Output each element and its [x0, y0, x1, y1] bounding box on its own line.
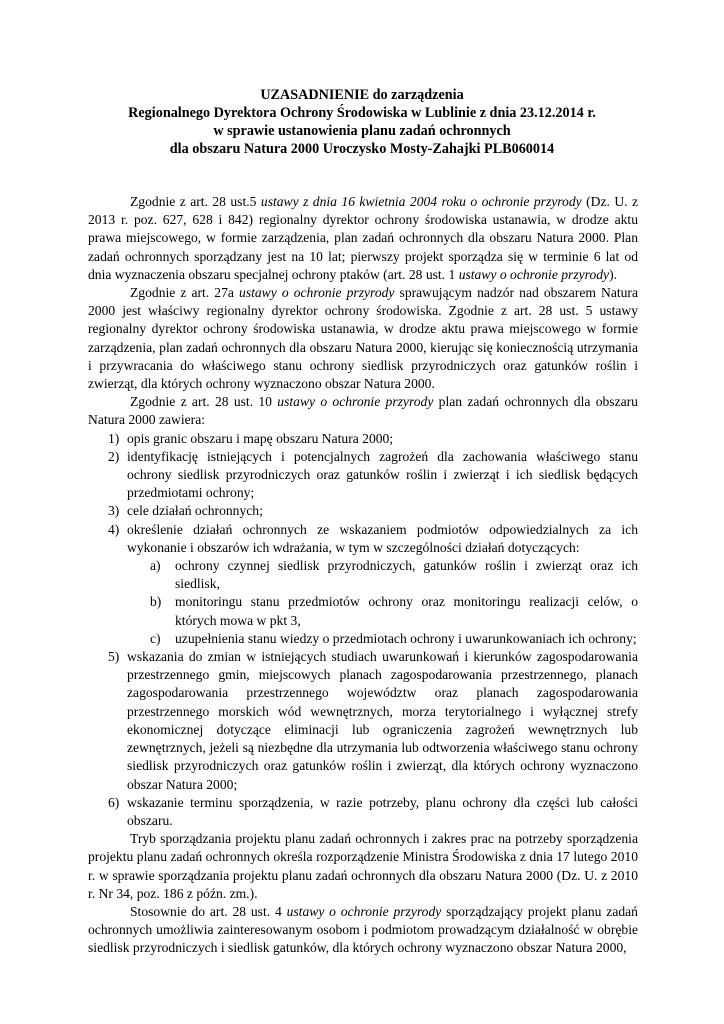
list-item	[88, 794, 638, 830]
sub-list-item	[127, 630, 638, 648]
list-item	[88, 521, 638, 648]
sub-list-item-text: ochrony czynnej siedlisk przyrodniczych, gatunków roślin i zwierząt oraz ich siedlisk,	[175, 558, 638, 592]
list-item	[88, 502, 638, 520]
title-line-3: w sprawie ustanowienia planu zadań ochronnych	[213, 123, 511, 139]
list-item-text: cele działań ochronnych;	[127, 503, 263, 519]
paragraph-5	[88, 903, 638, 958]
list-item-number: 1)	[108, 430, 120, 446]
sub-list-item-text: monitoringu stanu przedmiotów ochrony oraz monitoringu realizacji celów, o których mowa w pkt 3,	[175, 594, 638, 628]
list-item-text: identyfikację istniejących i potencjalnych zagrożeń dla zachowania właściwego stanu ochrony siedlisk przyrodniczych oraz gatunków roślin i zwierząt i ich siedlisk będących przedmiotami ochrony;	[127, 448, 638, 501]
list-item-number: 6)	[108, 794, 120, 810]
paragraph-1-text-a: Zgodnie z art. 28 ust.5	[130, 194, 261, 209]
list-item	[88, 448, 638, 503]
paragraph-3-text-a: Zgodnie z art. 28 ust. 10	[130, 394, 278, 410]
paragraph-2-act-ref: ustawy o ochronie przyrody	[239, 285, 395, 301]
list-item-text: określenie działań ochronnych ze wskazaniem podmiotów odpowiedzialnych za ich wykonanie i obszarów ich wdrażania, w tym w szczególności działań dotyczących:	[127, 521, 638, 555]
paragraph-5-act-ref: ustawy o ochronie przyrody	[286, 903, 442, 919]
list-item-number: 5)	[108, 649, 120, 665]
list-item	[88, 430, 638, 448]
title-line-2: Regionalnego Dyrektora Ochrony Środowiska w Lublinie z dnia 23.12.2014 r.	[128, 105, 596, 121]
paragraph-5-text-c: sporządzający projekt planu zadań ochronnych umożliwia zainteresowanym osobom i podmiotom prowadzącym działalność w obrębie siedlisk przyrodniczych i siedlisk gatunków, dla których ochrony wyznaczono obszar Natura 2000,	[88, 903, 638, 956]
list-item-text: opis granic obszaru i mapę obszaru Natura 2000;	[127, 430, 394, 446]
paragraph-2	[88, 284, 638, 393]
paragraph-3-text-c: plan zadań ochronnych dla obszaru Natura 2000 zawiera:	[88, 394, 638, 428]
paragraph-1-text-c: (Dz. U. z 2013 r. poz. 627, 628 i 842) regionalny dyrektor ochrony środowiska ustanawia, w drodze aktu prawa miejscowego, w formie zarządzenia, plan zadań ochronnych dla obszaru Natura 2000. Plan zadań ochronnych sporządzany jest na 10 lat; pierwszy projekt sporządza się w terminie 6 lat od dnia wyznaczenia obszaru specjalnej ochrony ptaków (art. 28 ust. 1	[88, 194, 639, 282]
paragraph-3-act-ref: ustawy o ochronie przyrody	[277, 394, 434, 410]
list-item-number: 3)	[108, 503, 120, 519]
list-item-text: wskazania do zmian w istniejących studiach uwarunkowań i kierunków zagospodarowania przestrzennego gmin, miejscowych planach zagospodarowania przestrzennego, planach zagospodarowania przestrzennego województw oraz planach zagospodarowania przestrzennego morskich wód wewnętrznych, morza terytorialnego i wyłącznej strefy ekonomicznej dotyczące eliminacji lub ograniczenia zagrożeń wewnętrznych lub zewnętrznych, jeżeli są niezbędne dla utrzymania lub odtworzenia właściwego stanu ochrony siedlisk przyrodniczych oraz gatunków roślin i zwierząt, dla których ochrony wyznaczono obszar Natura 2000;	[127, 649, 638, 792]
paragraph-5-text-a: Stosownie do art. 28 ust. 4	[130, 903, 287, 919]
paragraph-4: Tryb sporządzania projektu planu zadań ochronnych i zakres prac na potrzeby sporządzenia projektu planu zadań ochronnych określa rozporządzenie Ministra Środowiska z dnia 17 lutego 2010 r. w sprawie sporządzania projektu planu zadań ochronnych dla obszaru Natura 2000 (Dz. U. z 2010 r. Nr 34, poz. 186 z późn. zm.).	[88, 831, 638, 901]
document-body	[88, 193, 638, 958]
sub-list	[127, 557, 638, 648]
title-line-4: dla obszaru Natura 2000 Uroczysko Mosty-Zahajki PLB060014	[169, 141, 555, 157]
sub-list-item-letter: a)	[150, 558, 161, 574]
content-list	[88, 430, 638, 830]
sub-list-item	[127, 593, 638, 629]
title-line-1: UZASADNIENIE do zarządzenia	[260, 87, 464, 103]
sub-list-item-letter: b)	[150, 594, 162, 610]
list-item-text: wskazanie terminu sporządzenia, w razie potrzeby, planu ochrony dla części lub całości obszaru.	[127, 794, 638, 828]
paragraph-3	[88, 393, 638, 429]
list-item-number: 4)	[108, 521, 120, 537]
paragraph-1	[88, 193, 638, 284]
list-item	[88, 648, 638, 794]
paragraph-1-text-e: ).	[609, 266, 618, 282]
paragraph-1-act-ref: ustawy o ochronie przyrody	[458, 266, 610, 282]
paragraph-1-act-title: ustawy z dnia 16 kwietnia 2004 roku o ochronie przyrody	[260, 194, 582, 209]
paragraph-2-text-a: Zgodnie z art. 27a	[130, 285, 240, 301]
sub-list-item-text: uzupełnienia stanu wiedzy o przedmiotach ochrony i uwarunkowaniach ich ochrony;	[175, 630, 637, 646]
paragraph-2-text-c: sprawującym nadzór nad obszarem Natura 2000 jest właściwy regionalny dyrektor ochrony środowiska. Zgodnie z art. 28 ust. 5 ustawy regionalny dyrektor ochrony środowiska ustanawia, w drodze aktu prawa miejscowego w formie zarządzenia, plan zadań ochronnych dla obszaru Natura 2000, kierując się koniecznością utrzymania i przywracania do właściwego stanu ochrony siedlisk przyrodniczych oraz gatunków roślin i zwierząt, dla których ochrony wyznaczono obszar Natura 2000.	[88, 285, 638, 392]
sub-list-item-letter: c)	[150, 630, 161, 646]
sub-list-item	[127, 557, 638, 593]
list-item-number: 2)	[108, 448, 120, 464]
document-title	[60, 86, 664, 158]
